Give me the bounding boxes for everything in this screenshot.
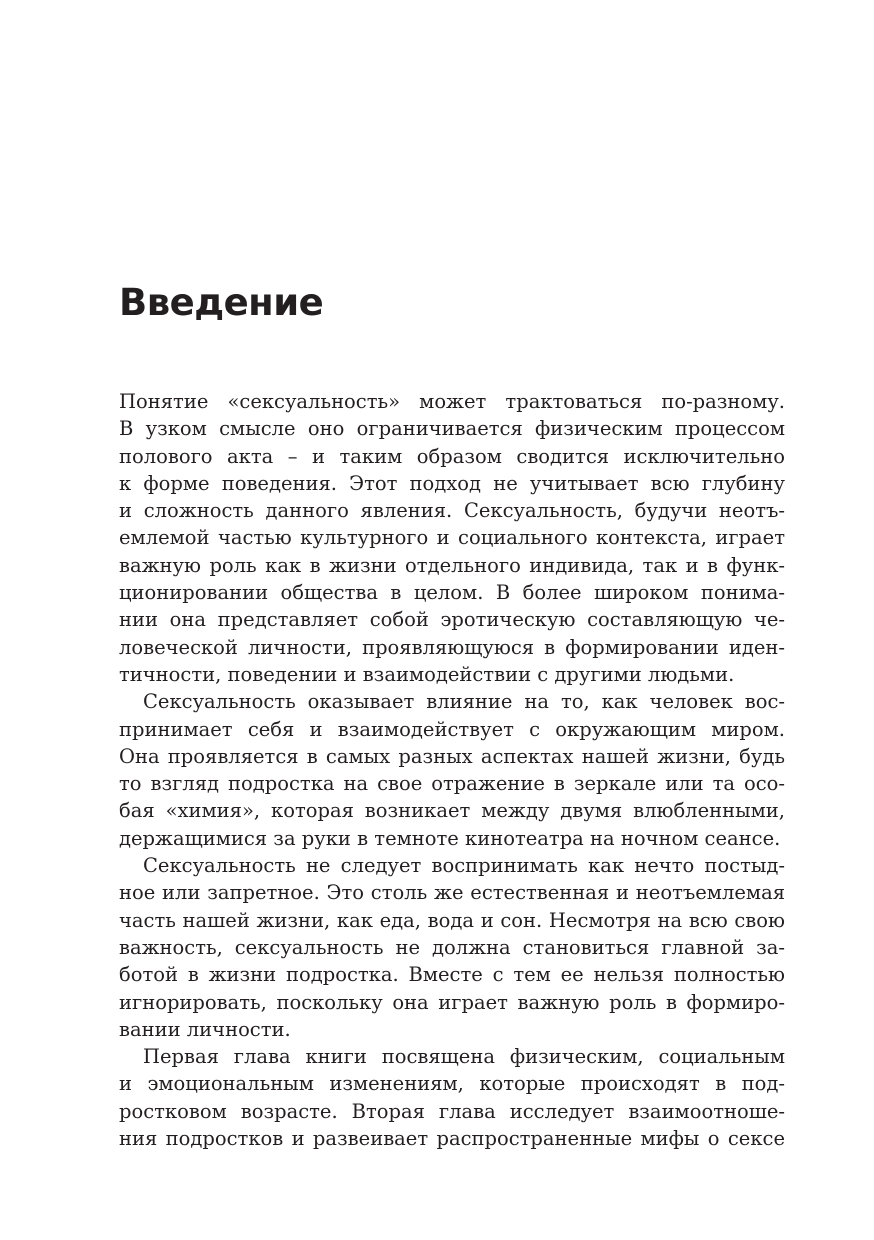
text-line: ловеческой личности, проявляющуюся в формировании иден- — [119, 635, 785, 659]
text-line: Она проявляется в самых разных аспектах нашей жизни, будь — [119, 744, 785, 768]
text-line: Сексуальность не следует воспринимать как нечто постыд- — [143, 854, 785, 878]
text-line: важность, сексуальность не должна становиться главной за- — [119, 935, 785, 959]
text-line: принимает себя и взаимодействует с окружающим миром. — [119, 717, 785, 741]
text-line: полового акта – и таким образом сводится исключительно — [119, 444, 785, 468]
text-line: и сложность данного явления. Сексуальность, будучи неотъ- — [119, 499, 785, 523]
text-line: ростковом возрасте. Вторая глава исследует взаимоотноше- — [119, 1099, 785, 1123]
body-text — [119, 388, 785, 1152]
text-line: ционировании общества в целом. В более широком понима- — [119, 581, 785, 605]
text-line: емлемой частью культурного и социального контекста, играет — [119, 526, 785, 550]
text-line: ния подростков и развеивает распространенные мифы о сексе — [119, 1127, 785, 1151]
text-line: В узком смысле оно ограничивается физическим процессом — [119, 417, 785, 441]
text-line: к форме поведения. Этот подход не учитывает всю глубину — [119, 471, 785, 495]
text-line: и эмоциональным изменениям, которые происходят в под- — [119, 1072, 785, 1096]
text-line: Первая глава книги посвящена физическим, социальным — [143, 1045, 785, 1069]
text-line: ботой в жизни подростка. Вместе с тем ее нельзя полностью — [119, 963, 785, 987]
chapter-title: Введение — [119, 281, 324, 324]
text-line: Сексуальность оказывает влияние на то, как человек вос- — [143, 690, 785, 714]
text-line: бая «химия», которая возникает между двумя влюбленными, — [119, 799, 785, 823]
text-line: игнорировать, поскольку она играет важную роль в формиро- — [119, 990, 785, 1014]
text-line: ное или запретное. Это столь же естественная и неотъемлемая — [119, 881, 785, 905]
text-line: нии она представляет собой эротическую составляющую че- — [119, 608, 785, 632]
text-line: тичности, поведении и взаимодействии с другими людьми. — [119, 662, 735, 686]
text-line: держащимися за руки в темноте кинотеатра на ночном сеансе. — [119, 826, 781, 850]
text-line: то взгляд подростка на свое отражение в зеркале или та осо- — [119, 772, 785, 796]
text-line: вании личности. — [119, 1017, 291, 1041]
text-line: часть нашей жизни, как еда, вода и сон. Несмотря на всю свою — [119, 908, 785, 932]
text-line: важную роль как в жизни отдельного индивида, так и в функ- — [119, 553, 785, 577]
text-line: Понятие «сексуальность» может трактоваться по-разному. — [119, 390, 785, 413]
